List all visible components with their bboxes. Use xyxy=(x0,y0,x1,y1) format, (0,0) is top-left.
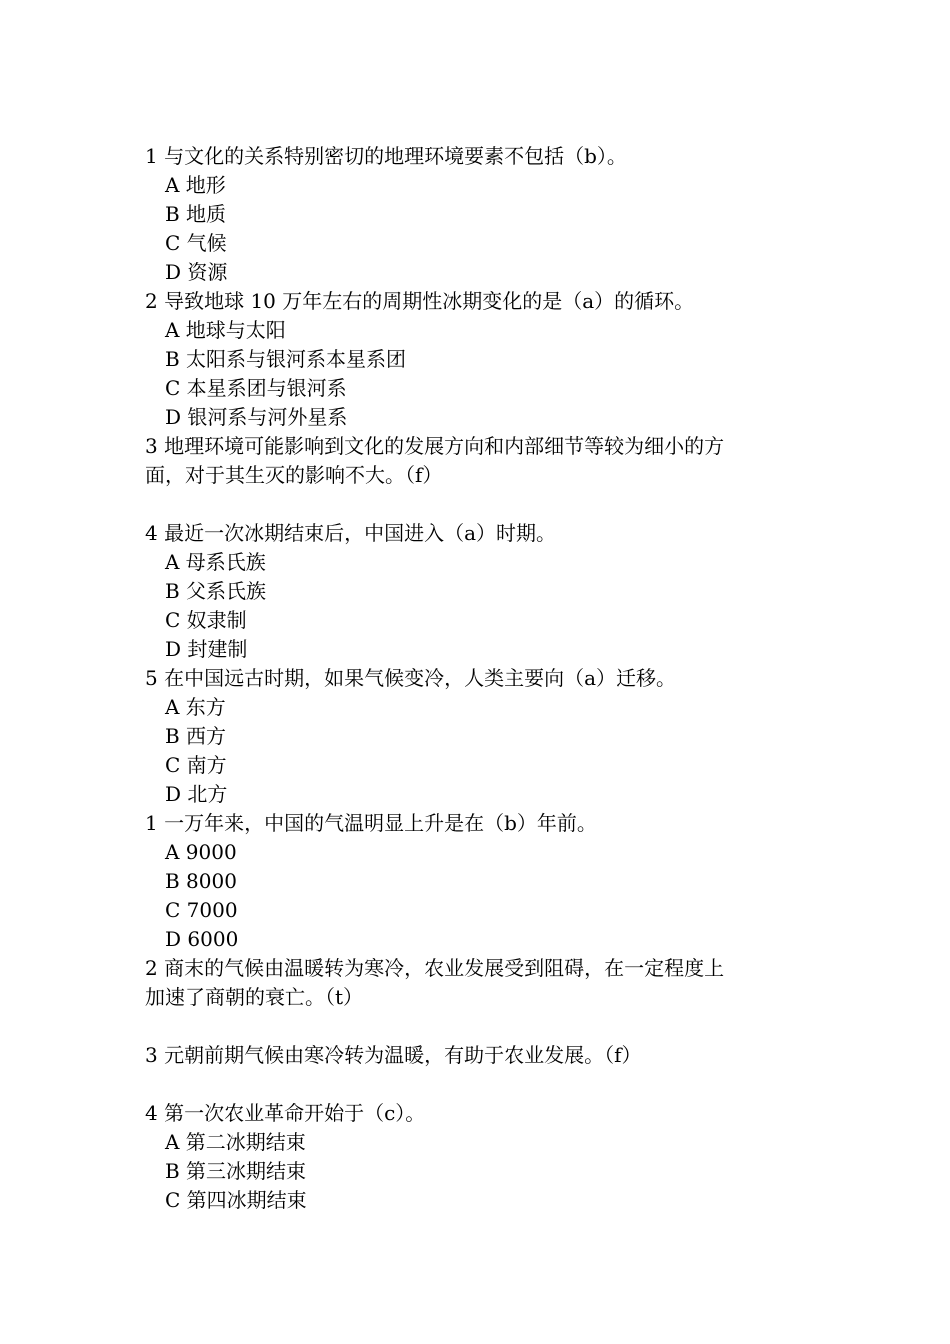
answer-option: B 8000 xyxy=(165,869,237,893)
answer-option: A 东方 xyxy=(165,695,226,719)
blank-line xyxy=(145,490,805,519)
answer-option: B 西方 xyxy=(165,724,227,748)
blank-line xyxy=(145,1070,805,1099)
answer-option: B 地质 xyxy=(165,202,227,226)
answer-option: C 第四冰期结束 xyxy=(165,1188,307,1212)
question-stem: 4 第一次农业革命开始于（c）。 xyxy=(145,1101,426,1125)
question-stem: 面，对于其生灭的影响不大。（f） xyxy=(145,463,443,487)
answer-option: C 7000 xyxy=(165,898,238,922)
answer-option: A 地形 xyxy=(165,173,226,197)
question-stem: 加速了商朝的衰亡。（t） xyxy=(145,985,364,1009)
answer-option: C 气候 xyxy=(165,231,227,255)
question-stem: 4 最近一次冰期结束后，中国进入（a）时期。 xyxy=(145,521,557,545)
answer-option: D 资源 xyxy=(165,260,228,284)
question-block xyxy=(145,519,805,664)
question-stem: 1 与文化的关系特别密切的地理环境要素不包括（b）。 xyxy=(145,144,627,168)
answer-option: D 封建制 xyxy=(165,637,248,661)
question-block xyxy=(145,287,805,432)
blank-line xyxy=(145,1012,805,1041)
answer-option: C 南方 xyxy=(165,753,227,777)
question-stem: 5 在中国远古时期，如果气候变冷，人类主要向（a）迁移。 xyxy=(145,666,677,690)
question-block xyxy=(145,1099,805,1215)
answer-option: A 第二冰期结束 xyxy=(165,1130,306,1154)
answer-option: B 第三冰期结束 xyxy=(165,1159,307,1183)
answer-option: C 奴隶制 xyxy=(165,608,247,632)
question-block xyxy=(145,664,805,809)
answer-option: D 北方 xyxy=(165,782,228,806)
answer-option: D 6000 xyxy=(165,927,239,951)
answer-option: A 母系氏族 xyxy=(165,550,266,574)
answer-option: B 太阳系与银河系本星系团 xyxy=(165,347,407,371)
question-stem: 2 商末的气候由温暖转为寒冷，农业发展受到阻碍，在一定程度上 xyxy=(145,956,725,980)
answer-option: D 银河系与河外星系 xyxy=(165,405,348,429)
question-block xyxy=(145,809,805,954)
question-stem: 3 元朝前期气候由寒冷转为温暖，有助于农业发展。（f） xyxy=(145,1043,642,1067)
question-block xyxy=(145,1041,805,1099)
answer-option: A 地球与太阳 xyxy=(165,318,286,342)
question-block xyxy=(145,432,805,519)
answer-option: B 父系氏族 xyxy=(165,579,267,603)
document-body xyxy=(145,142,805,1215)
answer-option: C 本星系团与银河系 xyxy=(165,376,347,400)
question-block xyxy=(145,142,805,287)
answer-option: A 9000 xyxy=(165,840,237,864)
question-block xyxy=(145,954,805,1041)
question-stem: 1 一万年来，中国的气温明显上升是在（b）年前。 xyxy=(145,811,597,835)
question-stem: 3 地理环境可能影响到文化的发展方向和内部细节等较为细小的方 xyxy=(145,434,725,458)
question-stem: 2 导致地球 10 万年左右的周期性冰期变化的是（a）的循环。 xyxy=(145,289,695,313)
